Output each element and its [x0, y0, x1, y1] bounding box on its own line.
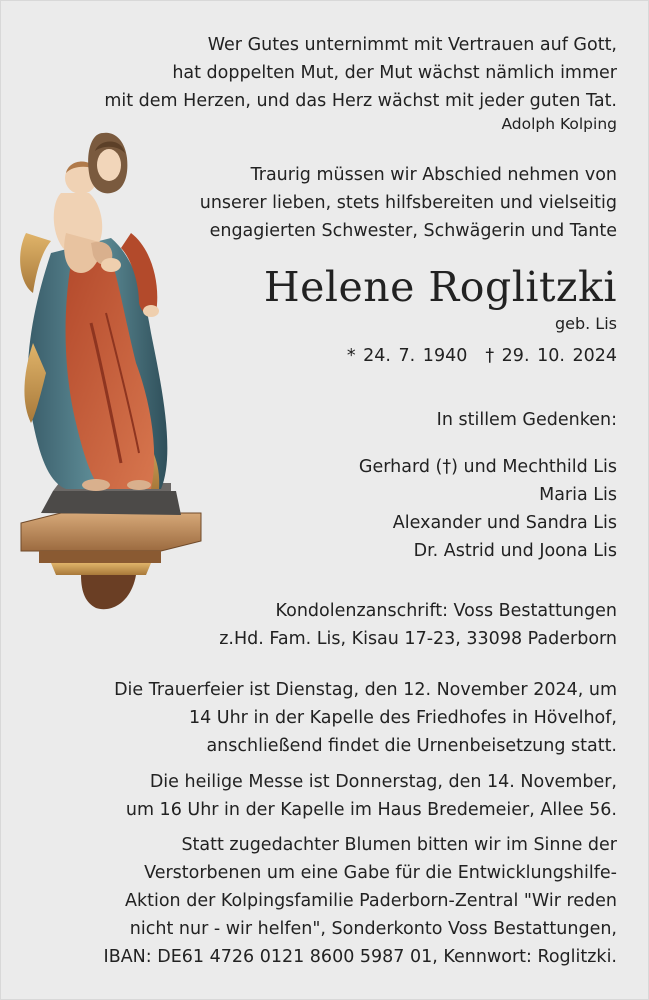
funeral-line: anschließend findet die Urnenbeisetzung statt. [206, 736, 617, 756]
memory-heading: In stillem Gedenken: [436, 410, 617, 430]
mourners-list [359, 453, 617, 565]
life-dates [347, 346, 617, 366]
mass-info [126, 768, 617, 824]
quote [104, 31, 617, 115]
mourner-name: Dr. Astrid und Joona Lis [413, 541, 617, 561]
deceased-name: Helene Roglitzki [263, 263, 617, 311]
intro-line: Traurig müssen wir Abschied nehmen von [250, 165, 617, 185]
birth-name: geb. Lis [554, 314, 617, 333]
funeral-line: Die Trauerfeier ist Dienstag, den 12. November 2024, um [114, 680, 617, 700]
donation-info [104, 831, 617, 971]
intro-line: engagierten Schwester, Schwägerin und Tante [209, 221, 617, 241]
condolence-line: z.Hd. Fam. Lis, Kisau 17-23, 33098 Paderborn [219, 629, 617, 649]
madonna-statue-icon [11, 123, 211, 618]
death-date: † 29. 10. 2024 [485, 346, 617, 366]
intro-text [200, 161, 617, 245]
quote-line: Wer Gutes unternimmt mit Vertrauen auf Gott, [207, 35, 617, 55]
donation-line: IBAN: DE61 4726 0121 8600 5987 01, Kennwort: Roglitzki. [103, 947, 617, 967]
donation-line: Aktion der Kolpingsfamilie Paderborn-Zentral "Wir reden [125, 891, 617, 911]
mourner-name: Alexander und Sandra Lis [392, 513, 617, 533]
mourner-name: Gerhard (†) und Mechthild Lis [358, 457, 617, 477]
quote-author: Adolph Kolping [501, 115, 617, 133]
birth-date: * 24. 7. 1940 [346, 346, 468, 366]
intro-line: unserer lieben, stets hilfsbereiten und vielseitig [199, 193, 617, 213]
mass-line: Die heilige Messe ist Donnerstag, den 14. November, [149, 772, 617, 792]
condolence-line: Kondolenzanschrift: Voss Bestattungen [275, 601, 617, 621]
donation-line: Verstorbenen um eine Gabe für die Entwicklungshilfe- [144, 863, 617, 883]
donation-line: nicht nur - wir helfen", Sonderkonto Voss Bestattungen, [129, 919, 617, 939]
mourner-name: Maria Lis [539, 485, 617, 505]
mass-line: um 16 Uhr in der Kapelle im Haus Bredemeier, Allee 56. [125, 800, 617, 820]
funeral-line: 14 Uhr in der Kapelle des Friedhofes in Hövelhof, [188, 708, 617, 728]
condolence-address [219, 597, 617, 653]
funeral-info [114, 676, 617, 760]
donation-line: Statt zugedachter Blumen bitten wir im Sinne der [181, 835, 617, 855]
quote-line: mit dem Herzen, und das Herz wächst mit jeder guten Tat. [104, 91, 617, 111]
quote-line: hat doppelten Mut, der Mut wächst nämlich immer [172, 63, 617, 83]
